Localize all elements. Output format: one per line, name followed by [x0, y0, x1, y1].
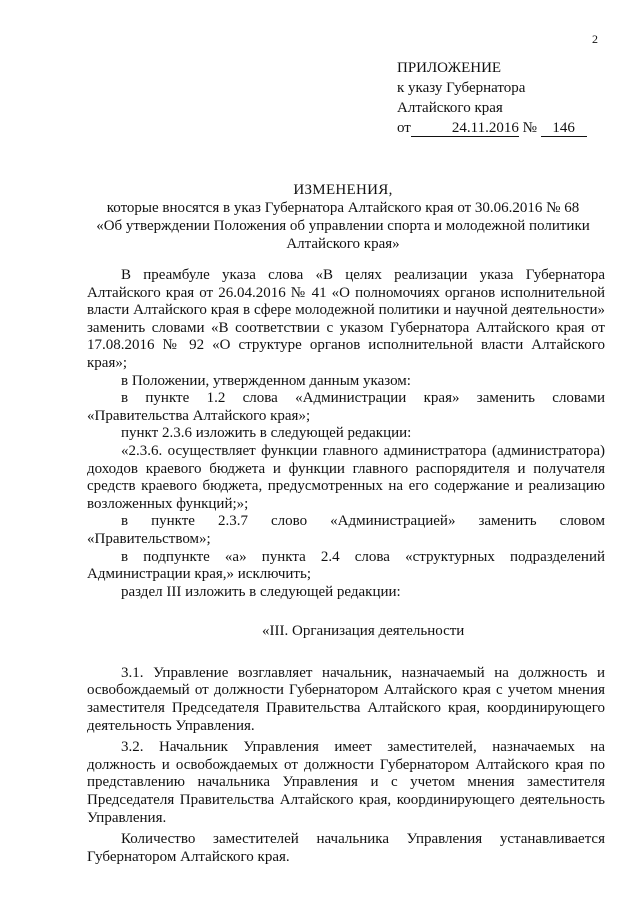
date-prefix: от — [397, 120, 411, 136]
paragraph-item-1-2: в пункте 1.2 слова «Администрации края» заменить словами «Правительства Алтайского края»; — [87, 390, 605, 424]
page-number: 2 — [592, 32, 598, 46]
paragraph-regulation: в Положении, утвержденном данным указом: — [121, 372, 411, 389]
document-caption — [80, 181, 606, 253]
paragraph-deputies-count: Количество заместителей начальника Управления устанавливается Губернатором Алтайского края. — [87, 831, 605, 865]
caption-line-3: Алтайского края» — [286, 236, 400, 252]
paragraph-item-2-3-7: в пункте 2.3.7 слово «Администрацией» заменить словом «Правительством»; — [87, 513, 605, 547]
appendix-line-region: Алтайского края — [397, 100, 503, 116]
paragraph-item-2-3-6-text: «2.3.6. осуществляет функции главного администратора (администратора) доходов краевого бюджета и функции главного распорядителя и получателя средств краевого бюджета, предусмотренных на его содержание и реализацию возложенных функций;»; — [87, 442, 605, 512]
appendix-line-decree: к указу Губернатора — [397, 80, 526, 96]
number-prefix: № — [522, 120, 537, 136]
caption-line-1: которые вносятся в указ Губернатора Алтайского края от 30.06.2016 № 68 — [106, 200, 580, 216]
document-title: ИЗМЕНЕНИЯ, — [293, 182, 393, 198]
paragraph-preamble: В преамбуле указа слова «В целях реализации указа Губернатора Алтайского края от 26.04.2016 № 41 «О полномочиях органов исполнительной власти Алтайского края в сфере молодежной политики и научной деятельности» заменить словами «В соответствии с указом Губернатора Алтайского края от 17.08.2016 № 92 «О структуре органов исполнительной власти Алтайского края»; — [87, 267, 605, 371]
decree-number: 146 — [541, 120, 587, 137]
document-body — [87, 267, 605, 866]
decree-date: 24.11.2016 — [411, 120, 519, 137]
appendix-date-line — [397, 118, 587, 138]
paragraph-3-1: 3.1. Управление возглавляет начальник, назначаемый на должность и освобождаемый от должности Губернатором Алтайского края с учетом мнения заместителя Председателя Правительства Алтайского края, координирующего деятельность Управления. — [87, 664, 605, 734]
paragraph-item-2-3-6-intro: пункт 2.3.6 изложить в следующей редакции: — [121, 425, 412, 442]
appendix-title: ПРИЛОЖЕНИЕ — [397, 60, 502, 76]
paragraph-item-2-4: в подпункте «а» пункта 2.4 слова «структурных подразделений Администрации края,» исключить; — [87, 548, 605, 583]
appendix-block — [397, 58, 587, 138]
section-heading: «III. Организация деятельности — [262, 623, 465, 640]
paragraph-section-iii-intro: раздел III изложить в следующей редакции: — [121, 583, 401, 600]
paragraph-3-2: 3.2. Начальник Управления имеет заместителей, назначаемых на должность и освобождаемых от должности Губернатором Алтайского края по представлению начальника Управления и с учетом мнения заместителя Председателя Правительства Алтайского края, координирующего деятельность Управления. — [87, 739, 605, 826]
caption-line-2: «Об утверждении Положения об управлении спорта и молодежной политики — [96, 218, 590, 234]
